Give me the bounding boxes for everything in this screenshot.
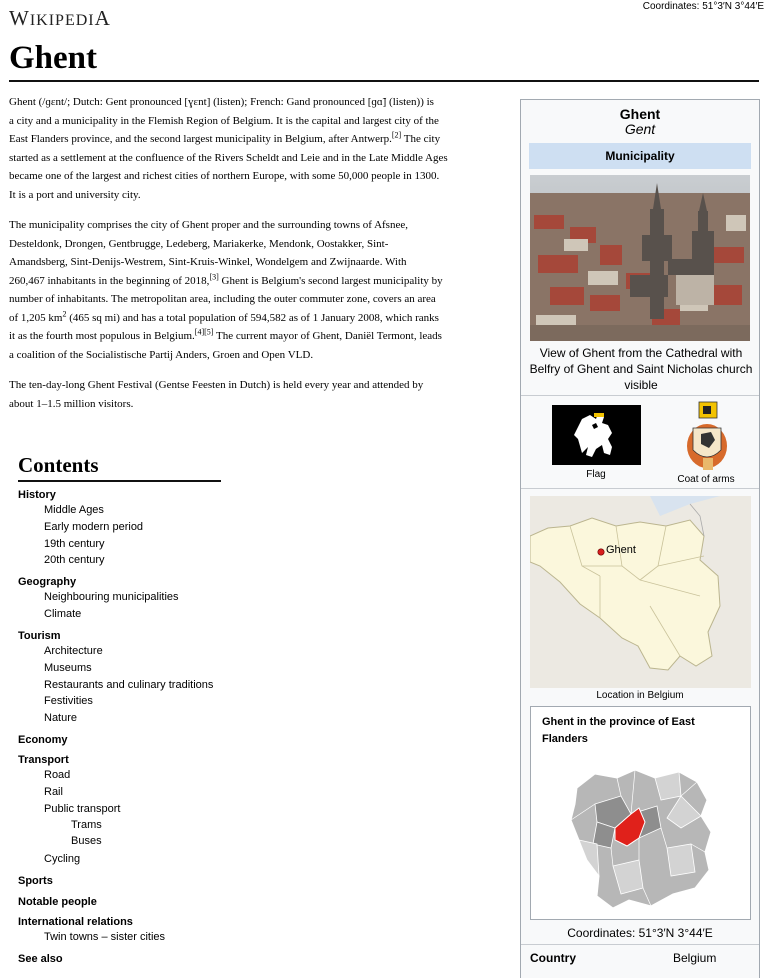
toc-item[interactable]: Trams xyxy=(71,819,102,831)
toc-item[interactable]: Twin towns – sister cities xyxy=(44,931,166,943)
paragraph-line: started as a settlement at the confluence of the Rivers Scheldt and Leie and in the Late Middle Ages xyxy=(9,151,448,164)
province-map-title: Ghent in the province of East Flanders xyxy=(542,716,695,745)
toc-item[interactable]: International relations xyxy=(18,916,133,928)
paragraph-line: a coalition of the Socialistische Partij Anders, Groen and Open VLD. xyxy=(9,348,314,361)
paragraph-line: The municipality comprises the city of Ghent proper and the surrounding towns of Afsnee, xyxy=(9,219,408,231)
coat-of-arms-icon xyxy=(683,400,731,472)
contents-title: Contents xyxy=(18,453,99,477)
toc-item[interactable]: Climate xyxy=(44,608,82,620)
toc-item[interactable]: Rail xyxy=(44,786,63,798)
toc-item[interactable]: Restaurants and culinary traditions xyxy=(44,679,214,691)
paragraph-line: of 1,205 $km^2$ (465 sq mi) and has a total population of 594,582 as of 1 January 2008, which ranks xyxy=(9,308,439,324)
infobox-coordinates[interactable]: Coordinates: 51°3′N 3°44′E xyxy=(567,926,713,940)
toc-item[interactable]: Festivities xyxy=(44,695,93,707)
wikipedia-wordmark[interactable]: WIKIPEDIA xyxy=(9,6,111,30)
page-title: Ghent xyxy=(9,40,98,76)
coordinates-header[interactable]: Coordinates: 51°3′N 3°44′E xyxy=(642,1,764,12)
paragraph-line: Amandsberg, Sint-Denijs-Westrem, Sint-Kruis-Winkel, Wondelgem and Zwijnaarde. With xyxy=(9,256,407,268)
toc-item[interactable]: Architecture xyxy=(44,645,103,657)
paragraph-line: about 1–1.5 million visitors. xyxy=(9,397,134,410)
toc-item[interactable]: Neighbouring municipalities xyxy=(44,591,179,603)
toc-item[interactable]: Cycling xyxy=(44,853,81,865)
ghent-flag-icon xyxy=(552,405,641,465)
toc-item[interactable]: Transport xyxy=(18,754,69,766)
infobox-separator xyxy=(521,944,759,945)
toc-item[interactable]: Nature xyxy=(44,712,78,724)
toc-item[interactable]: Middle Ages xyxy=(44,504,104,516)
infobox-type-band: Municipality xyxy=(529,143,751,169)
paragraph-line: a city and a municipality in the Flemish Region of Belgium. It is the capital and largest city of the xyxy=(9,114,439,127)
paragraph-line: Ghent (/ɡɛnt/; Dutch: Gent pronounced [ɣɛnt] (listen); French: Gand pronounced [ɡɑ̃] (listen)) is xyxy=(9,96,434,108)
map-caption: Location in Belgium xyxy=(596,690,684,701)
toc-item[interactable]: Museums xyxy=(44,662,92,674)
coat-of-arms-image[interactable] xyxy=(683,400,731,477)
map-marker-label: Ghent xyxy=(606,544,636,556)
toc-item[interactable]: Buses xyxy=(71,835,102,847)
country-label: Country xyxy=(530,951,576,965)
city-aerial-image xyxy=(530,175,750,341)
infobox-separator xyxy=(521,488,759,489)
toc-item[interactable]: Public transport xyxy=(44,803,121,815)
paragraph-line: became one of the largest and richest cities of northern Europe, with some 50,000 people in 1300. xyxy=(9,170,440,182)
toc-item[interactable]: Sports xyxy=(18,875,53,887)
paragraph-line: The ten-day-long Ghent Festival (Gentse Feesten in Dutch) is held every year and attended by xyxy=(9,379,424,391)
infobox-native-name: Gent xyxy=(624,121,656,137)
province-map[interactable] xyxy=(531,748,750,918)
contents-divider xyxy=(18,480,221,482)
toc-item[interactable]: Economy xyxy=(18,734,68,746)
belgium-location-map[interactable] xyxy=(530,496,751,688)
article-paragraph-1 xyxy=(9,93,509,204)
infobox-name: Ghent xyxy=(619,106,661,122)
flag-image[interactable] xyxy=(552,405,641,470)
toc-item[interactable]: Road xyxy=(44,769,71,781)
paragraph-line: It is a port and university city. xyxy=(9,188,141,201)
paragraph-line: Desteldonk, Drongen, Gentbrugge, Ledeberg, Mariakerke, Mendonk, Oostakker, Sint- xyxy=(9,237,389,250)
paragraph-line: it as the fourth most populous in Belgium.[4][5] The current mayor of Ghent, Daniël Termont, leads xyxy=(9,327,442,342)
toc-item[interactable]: Tourism xyxy=(18,630,61,642)
east-flanders-map-image xyxy=(531,748,750,918)
toc-item[interactable]: Geography xyxy=(18,576,77,588)
paragraph-line: 260,467 inhabitants in the beginning of 2018,[3] Ghent is Belgium's second largest municipality by xyxy=(9,271,443,287)
city-photo[interactable] xyxy=(530,175,750,341)
belgium-map-image xyxy=(530,496,751,688)
flag-caption: Flag xyxy=(586,469,606,480)
toc-item[interactable]: 20th century xyxy=(44,554,105,566)
country-value[interactable]: Belgium xyxy=(673,951,717,965)
toc-item[interactable]: Notable people xyxy=(18,896,97,908)
title-divider xyxy=(9,80,759,82)
toc-item[interactable]: 19th century xyxy=(44,538,105,550)
coat-of-arms-caption: Coat of arms xyxy=(677,474,735,485)
article-paragraph-3 xyxy=(9,376,509,413)
toc-item[interactable]: See also xyxy=(18,953,63,965)
infobox-separator xyxy=(521,395,759,396)
toc-item[interactable]: Early modern period xyxy=(44,521,144,533)
paragraph-line: East Flanders province, and the second largest municipality in Belgium, after Antwerp.[2] The city xyxy=(9,130,441,145)
toc-item[interactable]: History xyxy=(18,489,56,501)
city-photo-caption: View of Ghent from the Cathedral with Belfry of Ghent and Saint Nicholas church visible xyxy=(529,346,753,392)
article-paragraph-2 xyxy=(9,216,509,364)
paragraph-line: number of inhabitants. The metropolitan area, including the outer commuter zone, covers an area xyxy=(9,293,436,305)
